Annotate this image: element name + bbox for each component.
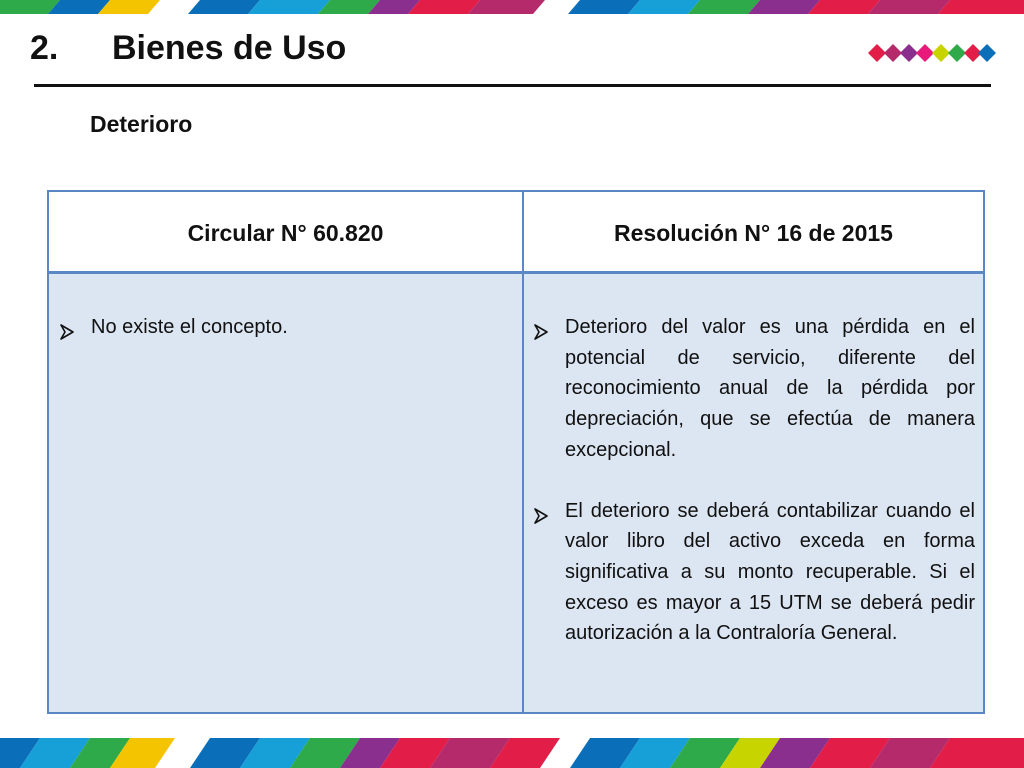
arrow-bullet-icon xyxy=(59,319,75,350)
page-title: Bienes de Uso xyxy=(112,29,347,67)
arrow-bullet-icon xyxy=(533,319,549,350)
bullet-text: El deterioro se deberá contabilizar cuando el valor libro del activo exceda en forma significativa a su monto recuperable. Si el exceso es mayor a 15 UTM se deberá pedir autorización a la Contraloría General. xyxy=(565,499,975,645)
table-body xyxy=(49,274,983,712)
section-subtitle: Deterioro xyxy=(90,111,193,137)
arrow-bullet-icon xyxy=(533,503,549,534)
cell-circular xyxy=(59,274,509,343)
top-decorative-stripe xyxy=(0,0,1024,14)
bullet-item xyxy=(533,312,975,466)
table-header xyxy=(49,192,983,274)
section-number: 2. xyxy=(30,29,59,67)
title-divider xyxy=(34,84,991,87)
diamond-row-logo xyxy=(868,44,996,67)
bullet-text: Deterioro del valor es una pérdida en el potencial de servicio, diferente del reconocimiento anual de la pérdida por depreciación, que se efectúa de manera excepcional. xyxy=(565,316,975,461)
bullet-item xyxy=(533,496,975,650)
cell-resolucion xyxy=(533,274,975,649)
column-divider xyxy=(522,192,524,712)
bullet-text: No existe el concepto. xyxy=(91,316,288,338)
column-header-resolucion: Resolución N° 16 de 2015 xyxy=(614,220,893,246)
bullet-item xyxy=(59,312,509,343)
column-header-circular: Circular N° 60.820 xyxy=(187,220,384,246)
comparison-table xyxy=(47,190,985,714)
bottom-decorative-stripe xyxy=(0,738,1024,768)
